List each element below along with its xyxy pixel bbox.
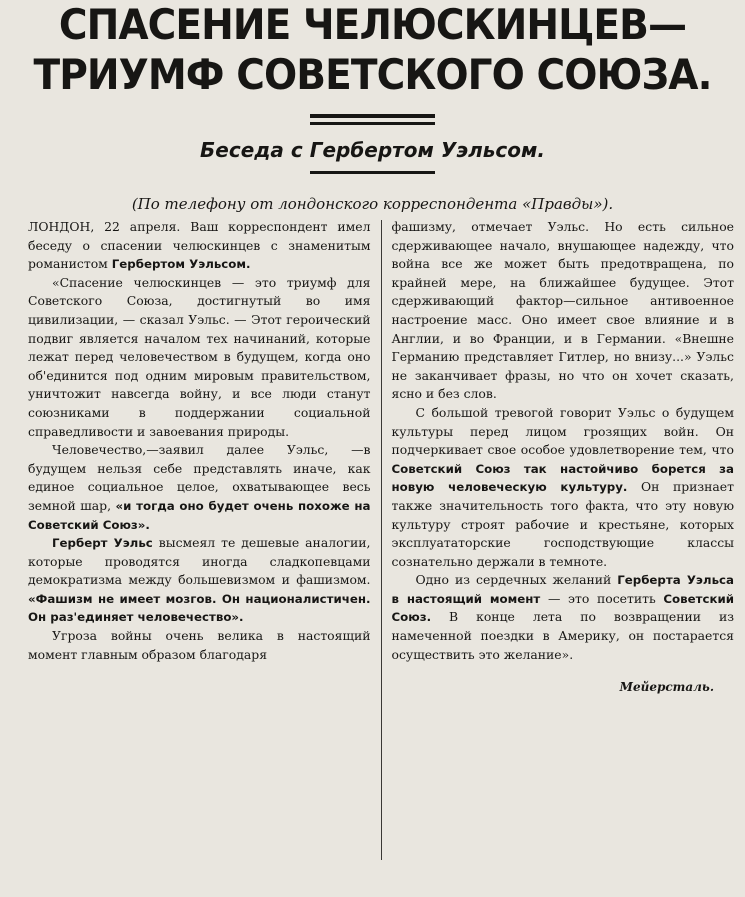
- paragraph-text: высмеял те дешевые аналогии, которые проводятся иногда сладкопевцами демократизма между большевизмом и фашизмом.: [28, 535, 371, 588]
- paragraph: Угроза войны очень велика в настоящий момент главным образом благодаря: [28, 628, 371, 662]
- byline: (По телефону от лондонского корреспондента «Правды»).: [131, 195, 614, 213]
- headline: [26, 0, 719, 100]
- headline-line-2: ТРИУМФ СОВЕТСКОГО СОЮЗА.: [33, 50, 712, 99]
- headline-rule-thick: [310, 114, 435, 118]
- bold-quote: «и тогда оно будет очень похоже на Советский Союз».: [28, 498, 371, 532]
- signature: Мейерсталь.: [619, 680, 714, 695]
- paragraph-text: С большой тревогой говорит Уэльс о будущем культуры перед лицом грозящих войн. Он подчеркивает свое особое удовлетворение тем, что: [391, 404, 734, 458]
- paragraph: фашизму, отмечает Уэльс. Но есть сильное сдерживающее начало, внушающее надежду, что война все же может быть предотвращена, по крайней мере, на ближайшее будущее. Этот сдерживающий фактор—сильное антивоенное настроение масс. Оно имеет свое влияние и в Англии, и во Франции, и в Германии. «Внешне Германию представляет Гитлер, но внизу...» Уэльс не заканчивает фразы, но что он хочет сказать, ясно и без слов.: [391, 219, 734, 402]
- paragraph: «Спасение челюскинцев — это триумф для Советского Союза, достигнутый во имя цивилизации, — сказал Уэльс. — Этот героический подвиг является началом тех начинаний, которые лежат перед человечеством в будущем, когда оно об'единится под одним мировым правительством, уничтожит навсегда войну, и все люди станут союзниками в поддержании социальной справедливости и завоевания природы.: [28, 274, 371, 439]
- article-column-right: [382, 218, 735, 886]
- bold-phrase: Советский Союз.: [391, 591, 734, 625]
- bold-name: Герберта Уэльса в настоящий момент: [391, 573, 734, 606]
- dateline-text: ЛОНДОН, 22 апреля. Ваш корреспондент имел беседу о спасении челюскинцев с знаменитым романистом: [28, 219, 371, 272]
- article-columns: [28, 218, 734, 886]
- headline-line-1: СПАСЕНИЕ ЧЕЛЮСКИНЦЕВ—: [58, 0, 687, 49]
- paragraph-text: Одно из сердечных желаний: [415, 572, 618, 588]
- paragraph: [392, 404, 735, 571]
- paragraph: [28, 441, 371, 534]
- subheadline-rule: [310, 171, 435, 174]
- paragraph: [392, 571, 735, 664]
- paragraph: [28, 218, 371, 274]
- subheadline: Беседа с Гербертом Уэльсом.: [200, 138, 545, 162]
- paragraph-text: — это посетить: [540, 590, 664, 606]
- headline-rule-thin: [310, 122, 435, 125]
- paragraph-text: Человечество,—заявил далее Уэльс, —в будущем нельзя себе представлять иначе, как единое социальное целое, охватывающее весь земной шар,: [28, 442, 371, 513]
- bold-name: Гербертом Уэльсом.: [111, 257, 251, 272]
- bold-name: Герберт Уэльс: [52, 536, 153, 551]
- bold-quote: «Фашизм не имеет мозгов. Он националистичен. Он раз'единяет человечество».: [28, 591, 371, 625]
- bold-phrase: Советский Союз так настойчиво борется за новую человеческую культуру.: [391, 461, 734, 495]
- paragraph-text: Он признает также значительность того факта, что эту новую культуру строят рабочие и крестьяне, которых эксплуататорские господствующие классы сознательно держали в темноте.: [391, 479, 734, 569]
- paragraph-text: В конце лета по возвращении из намеченной поездки в Америку, он постарается осуществить это желание».: [391, 609, 734, 662]
- article-column-left: [28, 218, 381, 886]
- paragraph: [28, 534, 371, 627]
